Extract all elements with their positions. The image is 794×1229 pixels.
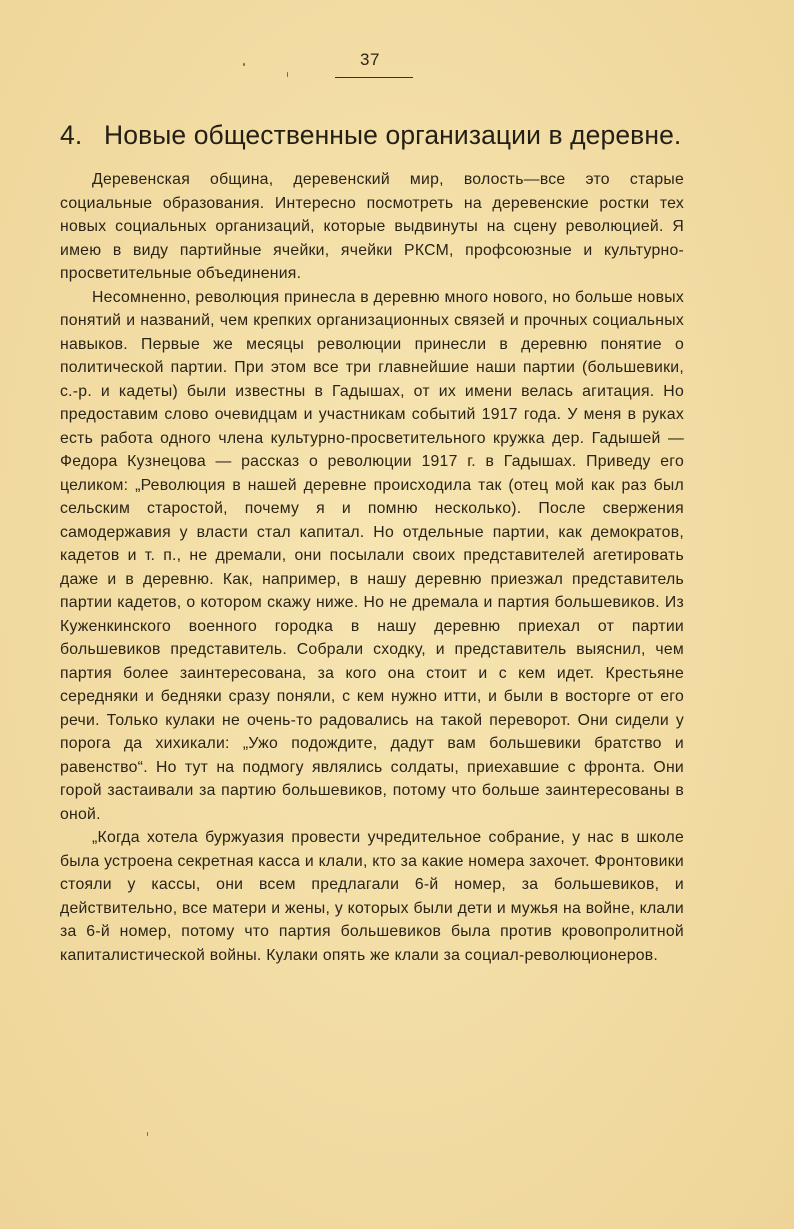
body-text [60, 168, 684, 967]
paragraph: „Когда хотела буржуазия провести учредительное собрание, у нас в школе была устроена секретная касса и клали, кто за какие номера захочет. Фронтовики стояли у кассы, они всем предлагали 6-й номер, за большевиков, и действительно, все матери и жены, у которых были дети и мужья на войне, клали за 6-й номер, потому что партия большевиков была против кровопролитной капиталистической войны. Кулаки опять же клали за социал-революционеров. [60, 829, 684, 964]
section-title: Новые общественные организации в деревне. [104, 120, 682, 150]
page-number: 37 [360, 50, 380, 69]
section-heading [60, 120, 740, 151]
paper-speck [287, 72, 288, 77]
paper-speck [243, 63, 245, 66]
paragraph: Деревенская община, деревенский мир, волость—все это старые социальные образования. Интересно посмотреть на деревенские ростки тех новых социальных организаций, которые выдвинуты на сцену революцией. Я имею в виду партийные ячейки, ячейки РКСМ, профсоюзные и культурно-просветительные объединения. [60, 171, 684, 282]
section-number: 4. [60, 120, 83, 150]
page-number-rule [335, 77, 413, 78]
paragraph: Несомненно, революция принесла в деревню много нового, но больше новых понятий и названий, чем крепких организационных связей и прочных социальных навыков. Первые же месяцы революции принесли в деревню понятие о политической партии. При этом все три главнейшие наши партии (большевики, с.-р. и кадеты) были известны в Гадышах, от их имени велась агитация. Но предоставим слово очевидцам и участникам событий 1917 года. У меня в руках есть работа одного члена культурно-просветительного кружка дер. Гадышей — Федора Кузнецова — рассказ о революции 1917 г. в Гадышах. Приведу его целиком: „Революция в нашей деревне происходила так (отец мой как раз был сельским старостой, почему я и помню несколько). После свержения самодержавия у власти стал капитал. Но отдельные партии, как демократов, кадетов и т. п., не дремали, они посылали своих представителей агетировать даже и в деревню. Как, например, в нашу деревню приезжал представитель партии кадетов, о котором скажу ниже. Но не дремала и партия большевиков. Из Куженкинского военного городка в нашу деревню приехал от партии большевиков представитель. Собрали сходку, и представитель выяснил, чем партия более заинтересована, за кого она стоит и с кем идет. Крестьяне середняки и бедняки сразу поняли, с кем нужно итти, и были в восторге от его речи. Только кулаки не очень-то радовались на такой переворот. Они сидели у порога да хихикали: „Ужо подождите, дадут вам большевики братство и равенство“. Но тут на подмогу являлись солдаты, приехавшие с фронта. Они горой застаивали за партию большевиков, потому что больше заинтересованы в оной. [60, 288, 684, 823]
paper-speck [147, 1132, 148, 1136]
